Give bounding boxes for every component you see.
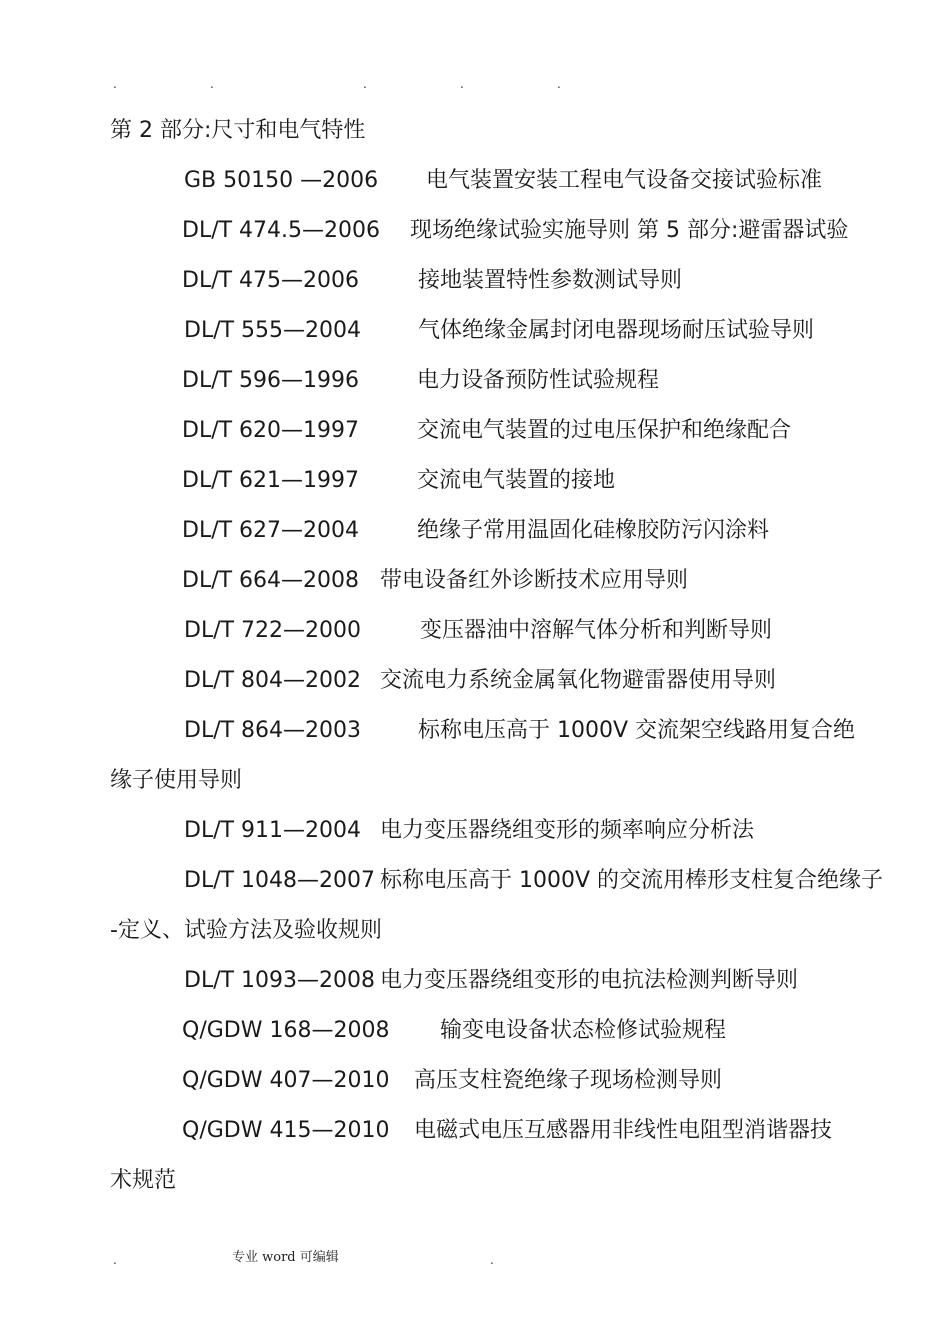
standard-title-continuation: 术规范 — [110, 1168, 177, 1193]
standard-code: DL/T 475—2006 — [182, 268, 360, 293]
standard-code: DL/T 596—1996 — [182, 368, 360, 393]
standard-code: DL/T 474.5—2006 — [182, 218, 381, 243]
standard-title: 交流电力系统金属氧化物避雷器使用导则 — [380, 668, 777, 693]
standard-title: 交流电气装置的接地 — [417, 468, 616, 493]
standard-row — [184, 966, 798, 996]
heading-continuation: 第 2 部分:尺寸和电气特性 — [110, 118, 366, 143]
standard-row — [184, 616, 772, 646]
standard-row — [184, 716, 855, 746]
header-dot: . — [363, 77, 367, 91]
footer-dot: . — [113, 1253, 117, 1267]
standard-row — [182, 466, 615, 496]
standard-row — [182, 1066, 722, 1096]
standard-row — [184, 316, 814, 346]
standard-title: 电气装置安装工程电气设备交接试验标准 — [426, 168, 823, 193]
standard-row — [184, 666, 776, 696]
standard-title: 变压器油中溶解气体分析和判断导则 — [420, 618, 773, 643]
standard-title: 电力变压器绕组变形的电抗法检测判断导则 — [380, 968, 799, 993]
standard-title-continuation: -定义、试验方法及验收规则 — [110, 918, 382, 943]
standard-code: Q/GDW 168—2008 — [182, 1018, 390, 1043]
standard-title-continuation: 缘子使用导则 — [110, 768, 243, 793]
standard-title: 电力变压器绕组变形的频率响应分析法 — [380, 818, 755, 843]
standard-row — [182, 516, 769, 546]
header-dot: . — [557, 77, 561, 91]
standard-row — [184, 816, 754, 846]
standard-code: DL/T 722—2000 — [184, 618, 362, 643]
standard-code: Q/GDW 407—2010 — [182, 1068, 390, 1093]
standard-row — [182, 1016, 726, 1046]
header-dot: . — [460, 77, 464, 91]
header-dot: . — [113, 77, 117, 91]
standard-code: DL/T 804—2002 — [184, 668, 362, 693]
standard-title: 气体绝缘金属封闭电器现场耐压试验导则 — [418, 318, 815, 343]
standard-title: 电力设备预防性试验规程 — [417, 368, 660, 393]
standard-code: DL/T 620—1997 — [182, 418, 360, 443]
standard-code: DL/T 864—2003 — [184, 718, 362, 743]
footer-text: 专业 word 可编辑 — [232, 1250, 339, 1265]
standard-title: 绝缘子常用温固化硅橡胶防污闪涂料 — [417, 518, 770, 543]
standard-code: GB 50150 —2006 — [184, 168, 379, 193]
standard-title: 交流电气装置的过电压保护和绝缘配合 — [417, 418, 792, 443]
standard-code: DL/T 664—2008 — [182, 568, 360, 593]
standard-title: 接地装置特性参数测试导则 — [418, 268, 683, 293]
standard-title: 输变电设备状态检修试验规程 — [440, 1018, 727, 1043]
footer-dot: . — [490, 1253, 494, 1267]
standard-code: DL/T 1048—2007 — [184, 868, 376, 893]
standard-title: 现场绝缘试验实施导则 第 5 部分:避雷器试验 — [410, 218, 849, 243]
standard-row — [182, 366, 659, 396]
standard-row — [182, 266, 682, 296]
standard-code: DL/T 621—1997 — [182, 468, 360, 493]
standard-code: DL/T 911—2004 — [184, 818, 362, 843]
standard-title: 标称电压高于 1000V 交流架空线路用复合绝 — [418, 718, 856, 743]
standard-title: 标称电压高于 1000V 的交流用棒形支柱复合绝缘子 — [380, 868, 884, 893]
standard-code: DL/T 627—2004 — [182, 518, 360, 543]
standard-code: Q/GDW 415—2010 — [182, 1118, 390, 1143]
standard-row — [184, 866, 883, 896]
standard-row — [182, 1116, 832, 1146]
standard-row — [184, 166, 822, 196]
standard-row — [182, 216, 848, 246]
standard-title: 带电设备红外诊断技术应用导则 — [380, 568, 689, 593]
standard-title: 高压支柱瓷绝缘子现场检测导则 — [414, 1068, 723, 1093]
standard-code: DL/T 555—2004 — [184, 318, 362, 343]
standard-title: 电磁式电压互感器用非线性电阻型消谐器技 — [414, 1118, 833, 1143]
header-dot: . — [210, 77, 214, 91]
standard-row — [182, 416, 791, 446]
standard-code: DL/T 1093—2008 — [184, 968, 376, 993]
standard-row — [182, 566, 688, 596]
